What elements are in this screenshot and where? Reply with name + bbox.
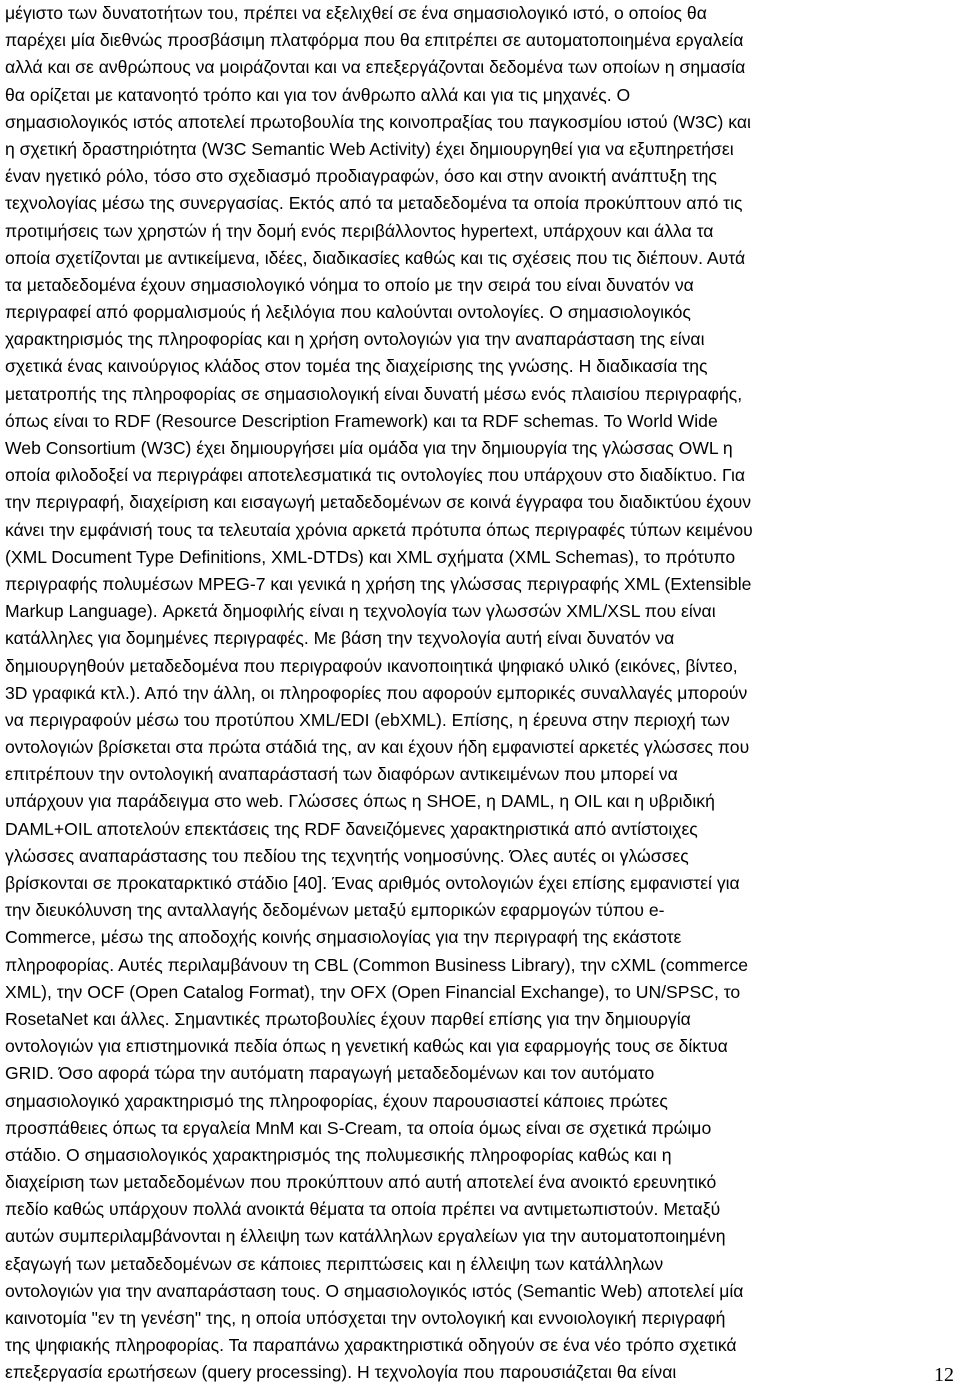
text-line: περιγραφής πολυμέσων MPEG-7 και γενικά η χρήση της γλώσσας περιγραφής XML (Extensible <box>5 573 752 594</box>
text-line: δημιουργηθούν μεταδεδομένα που περιγραφούν ικανοποιητικά ψηφιακό υλικό (εικόνες, βίντεο, <box>5 655 738 676</box>
text-line: RosetaNet και άλλες. Σημαντικές πρωτοβουλίες έχουν παρθεί επίσης για την δημιουργία <box>5 1008 691 1029</box>
text-line: μετατροπής της πληροφορίας σε σημασιολογική είναι δυνατή μέσω ενός πλαισίου περιγραφής, <box>5 383 743 404</box>
text-line: προτιμήσεις των χρηστών ή την δομή ενός περιβάλλοντος hypertext, υπάρχουν και άλλα τα <box>5 220 714 241</box>
text-line: αυτών συμπεριλαμβάνονται η έλλειψη των κατάλληλων εργαλείων για την αυτοματοποιημένη <box>5 1226 726 1247</box>
text-line: έναν ηγετικό ρόλο, τόσο στο σχεδιασμό προδιαγραφών, όσο και στην ανοικτή ανάπτυξη της <box>5 166 717 187</box>
text-line: στάδιο. Ο σημασιολογικός χαρακτηρισμός της πολυμεσικής πληροφορίας καθώς και η <box>5 1144 672 1165</box>
text-line: της ψηφιακής πληροφορίας. Τα παραπάνω χαρακτηριστικά οδηγούν σε ένα νέο τρόπο σχετικά <box>5 1335 737 1356</box>
text-line: τεχνολογίας μέσω της συνεργασίας. Εκτός από τα μεταδεδομένα τα οποία προκύπτουν από τις <box>5 193 743 214</box>
text-line: γλώσσες αναπαράστασης του πεδίου της τεχνητής νοημοσύνης. Όλες αυτές οι γλώσσες <box>5 845 689 866</box>
text-line: XML), την OCF (Open Catalog Format), την OFX (Open Financial Exchange), το UN/SPSC, το <box>5 981 741 1002</box>
text-line: Markup Language). Αρκετά δημοφιλής είναι η τεχνολογία των γλωσσών XML/XSL που είναι <box>5 601 716 622</box>
text-line: σημασιολογικό χαρακτηρισμό της πληροφορίας, έχουν παρουσιαστεί κάποιες πρώτες <box>5 1090 668 1111</box>
text-line: πληροφορίας. Αυτές περιλαμβάνουν τη CBL (Common Business Library), την cXML (commerce <box>5 954 749 975</box>
text-line: καινοτομία "εν τη γενέση" της, η οποία υπόσχεται την οντολογική και εννοιολογική περιγραφή <box>5 1308 726 1328</box>
text-line: επιτρέπουν την οντολογική αναπαράστασή των διαφόρων αντικειμένων που μπορεί να <box>5 764 678 785</box>
text-line: υπάρχουν για παράδειγμα στο web. Γλώσσες όπως η SHOE, η DAML, η OIL και η υβριδική <box>5 791 715 812</box>
text-line: οντολογιών για επιστημονικά πεδία όπως η γενετική καθώς και για εφαρμογής τους σε δίκτυα <box>5 1036 728 1057</box>
text-line: (XML Document Type Definitions, XML-DTDs) και XML σχήματα (XML Schemas), το πρότυπο <box>5 546 736 567</box>
text-line: να περιγραφούν μέσω του προτύπου XML/EDI (ebXML). Επίσης, η έρευνα στην περιοχή των <box>5 709 730 730</box>
text-line: τα μεταδεδομένα έχουν σημασιολογικό νόημα το οποίο με την σειρά του είναι δυνατόν να <box>5 274 694 295</box>
text-line: περιγραφεί από φορμαλισμούς ή λεξιλόγια που καλούνται οντολογίες. Ο σημασιολογικός <box>5 302 691 323</box>
text-line: παρέχει μία διεθνώς προσβάσιμη πλατφόρμα που θα επιτρέπει σε αυτοματοποιημένα εργαλεία <box>5 30 744 51</box>
text-line: βρίσκονται σε προκαταρκτικό στάδιο [40]. Ένας αριθμός οντολογιών έχει επίσης εμφανιστεί για <box>5 873 740 893</box>
text-line: 3D γραφικά κτλ.). Από την άλλη, οι πληροφορίες που αφορούν εμπορικές συναλλαγές μπορούν <box>5 682 748 703</box>
text-line: διαχείριση των μεταδεδομένων που προκύπτουν από αυτή αποτελεί ένα ανοικτό ερευνητικό <box>5 1172 717 1193</box>
text-line: Web Consortium (W3C) έχει δημιουργήσει μία ομάδα για την δημιουργία της γλώσσας OWL η <box>5 438 733 458</box>
text-line: σημασιολογικός ιστός αποτελεί πρωτοβουλία της κοινοπραξίας του παγκοσμίου ιστού (W3C) και <box>5 111 751 132</box>
page-number: 12 <box>934 1364 954 1386</box>
text-line: κάνει την εμφάνισή τους τα τελευταία χρόνια αρκετά πρότυπα όπως περιγραφές τύπων κειμένου <box>5 519 753 540</box>
text-line: μέγιστο των δυνατοτήτων του, πρέπει να εξελιχθεί σε ένα σημασιολογικό ιστό, ο οποίος θα <box>5 3 707 23</box>
text-line: την διευκόλυνση της ανταλλαγής δεδομένων μεταξύ εμπορικών εφαρμογών τύπου e- <box>5 900 665 921</box>
text-line: την περιγραφή, διαχείριση και εισαγωγή μεταδεδομένων σε κοινά έγγραφα του διαδικτύου έχουν <box>5 492 752 513</box>
body-paragraph <box>5 0 957 1387</box>
text-line: οποία σχετίζονται με αντικείμενα, ιδέες, διαδικασίες καθώς και τις σχέσεις που τις διέπουν. Αυτά <box>5 247 746 268</box>
text-line: οντολογιών βρίσκεται στα πρώτα στάδιά της, αν και έχουν ήδη εμφανιστεί αρκετές γλώσσες που <box>5 737 750 758</box>
text-line: όπως είναι το RDF (Resource Description Framework) και τα RDF schemas. Το World Wide <box>5 410 718 431</box>
text-line: προσπάθειες όπως τα εργαλεία MnM και S-Cream, τα οποία όμως είναι σε σχετικά πρώιμο <box>5 1117 712 1138</box>
text-line: οντολογιών για την αναπαράσταση τους. Ο σημασιολογικός ιστός (Semantic Web) αποτελεί μία <box>5 1280 744 1301</box>
text-line: GRID. Όσο αφορά τώρα την αυτόματη παραγωγή μεταδεδομένων και τον αυτόματο <box>5 1063 655 1084</box>
text-line: εξαγωγή των μεταδεδομένων σε κάποιες περιπτώσεις και η έλλειψη των κατάλληλων <box>5 1253 664 1274</box>
text-line: θα ορίζεται με κατανοητό τρόπο και για τον άνθρωπο αλλά και για τις μηχανές. Ο <box>5 84 631 105</box>
text-line: η σχετική δραστηριότητα (W3C Semantic Web Activity) έχει δημιουργηθεί για να εξυπηρετήσει <box>5 138 734 159</box>
text-line: αλλά και σε ανθρώπους να μοιράζονται και να επεξεργάζονται δεδομένα των οποίων η σημασία <box>5 57 746 78</box>
text-line: χαρακτηρισμός της πληροφορίας και η χρήση οντολογιών για την αναπαράσταση της είναι <box>5 329 705 350</box>
text-line: οποία φιλοδοξεί να περιγράφει αποτελεσματικά τις οντολογίες που υπάρχουν στο διαδίκτυο. Για <box>5 465 746 486</box>
text-line: κατάλληλες για δομημένες περιγραφές. Με βάση την τεχνολογία αυτή είναι δυνατόν να <box>5 628 675 649</box>
text-line: DAML+OIL αποτελούν επεκτάσεις της RDF δανειζόμενες χαρακτηριστικά από αντίστοιχες <box>5 818 698 839</box>
text-line: πεδίο καθώς υπάρχουν πολλά ανοικτά θέματα τα οποία πρέπει να αντιμετωπιστούν. Μεταξύ <box>5 1199 721 1220</box>
text-line: Commerce, μέσω της αποδοχής κοινής σημασιολογίας για την περιγραφή της εκάστοτε <box>5 927 682 948</box>
text-line: σχετικά ένας καινούργιος κλάδος στον τομέα της διαχείρισης της γνώσης. Η διαδικασία της <box>5 356 708 377</box>
text-line: επεξεργασία ερωτήσεων (query processing). Η τεχνολογία που παρουσιάζεται θα είναι <box>5 1362 677 1383</box>
